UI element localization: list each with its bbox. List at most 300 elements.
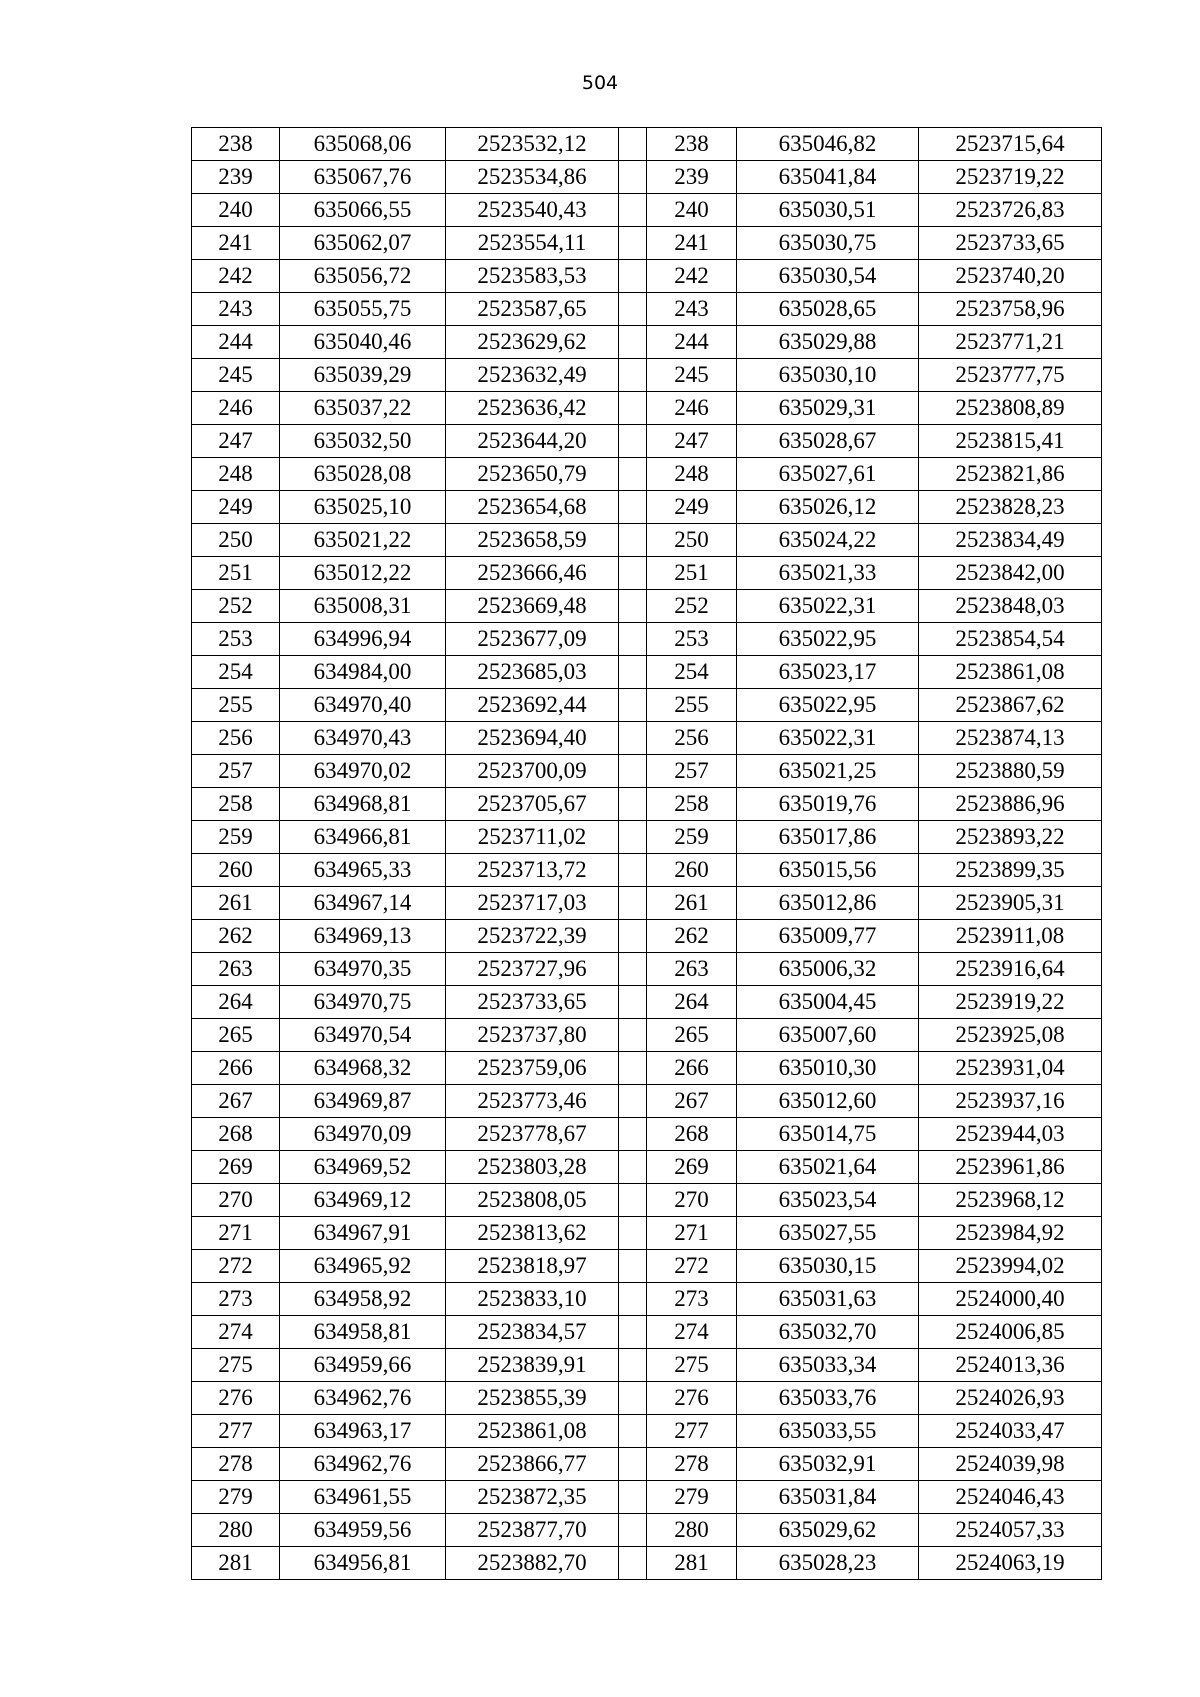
y-coordinate-right: 2523867,62 <box>919 689 1102 722</box>
x-coordinate-left: 634959,56 <box>280 1514 446 1547</box>
table-row <box>192 722 1102 755</box>
x-coordinate-left: 635008,31 <box>280 590 446 623</box>
x-coordinate-left: 635062,07 <box>280 227 446 260</box>
point-number-right: 254 <box>647 656 737 689</box>
spacer-cell <box>619 821 647 854</box>
y-coordinate-left: 2523632,49 <box>446 359 619 392</box>
y-coordinate-left: 2523685,03 <box>446 656 619 689</box>
x-coordinate-right: 635033,55 <box>737 1415 919 1448</box>
x-coordinate-left: 634996,94 <box>280 623 446 656</box>
y-coordinate-left: 2523773,46 <box>446 1085 619 1118</box>
spacer-cell <box>619 1184 647 1217</box>
point-number-left: 255 <box>192 689 280 722</box>
y-coordinate-right: 2524063,19 <box>919 1547 1102 1580</box>
x-coordinate-right: 635032,70 <box>737 1316 919 1349</box>
table-row <box>192 986 1102 1019</box>
table-row <box>192 1415 1102 1448</box>
point-number-right: 276 <box>647 1382 737 1415</box>
point-number-left: 263 <box>192 953 280 986</box>
y-coordinate-left: 2523759,06 <box>446 1052 619 1085</box>
point-number-left: 264 <box>192 986 280 1019</box>
table-row <box>192 359 1102 392</box>
y-coordinate-right: 2523758,96 <box>919 293 1102 326</box>
y-coordinate-left: 2523872,35 <box>446 1481 619 1514</box>
point-number-right: 274 <box>647 1316 737 1349</box>
y-coordinate-right: 2523905,31 <box>919 887 1102 920</box>
y-coordinate-right: 2524033,47 <box>919 1415 1102 1448</box>
point-number-left: 248 <box>192 458 280 491</box>
table-row <box>192 227 1102 260</box>
x-coordinate-right: 635041,84 <box>737 161 919 194</box>
point-number-left: 271 <box>192 1217 280 1250</box>
point-number-left: 241 <box>192 227 280 260</box>
point-number-right: 240 <box>647 194 737 227</box>
point-number-right: 272 <box>647 1250 737 1283</box>
y-coordinate-left: 2523733,65 <box>446 986 619 1019</box>
spacer-cell <box>619 557 647 590</box>
y-coordinate-left: 2523713,72 <box>446 854 619 887</box>
table-row <box>192 128 1102 161</box>
y-coordinate-right: 2523893,22 <box>919 821 1102 854</box>
point-number-right: 280 <box>647 1514 737 1547</box>
x-coordinate-left: 635021,22 <box>280 524 446 557</box>
y-coordinate-right: 2524006,85 <box>919 1316 1102 1349</box>
spacer-cell <box>619 161 647 194</box>
table-row <box>192 1217 1102 1250</box>
table-row <box>192 1382 1102 1415</box>
x-coordinate-left: 634962,76 <box>280 1382 446 1415</box>
x-coordinate-left: 634970,02 <box>280 755 446 788</box>
spacer-cell <box>619 788 647 821</box>
spacer-cell <box>619 854 647 887</box>
y-coordinate-left: 2523834,57 <box>446 1316 619 1349</box>
point-number-right: 277 <box>647 1415 737 1448</box>
point-number-left: 247 <box>192 425 280 458</box>
spacer-cell <box>619 1382 647 1415</box>
spacer-cell <box>619 1481 647 1514</box>
spacer-cell <box>619 1052 647 1085</box>
point-number-left: 278 <box>192 1448 280 1481</box>
x-coordinate-right: 635028,65 <box>737 293 919 326</box>
point-number-right: 262 <box>647 920 737 953</box>
x-coordinate-right: 635046,82 <box>737 128 919 161</box>
point-number-right: 239 <box>647 161 737 194</box>
y-coordinate-right: 2523994,02 <box>919 1250 1102 1283</box>
point-number-left: 281 <box>192 1547 280 1580</box>
table-row <box>192 854 1102 887</box>
point-number-left: 244 <box>192 326 280 359</box>
table-row <box>192 1085 1102 1118</box>
point-number-right: 266 <box>647 1052 737 1085</box>
point-number-right: 281 <box>647 1547 737 1580</box>
y-coordinate-right: 2523944,03 <box>919 1118 1102 1151</box>
table-row <box>192 194 1102 227</box>
point-number-right: 255 <box>647 689 737 722</box>
table-row <box>192 590 1102 623</box>
point-number-left: 251 <box>192 557 280 590</box>
y-coordinate-left: 2523717,03 <box>446 887 619 920</box>
spacer-cell <box>619 458 647 491</box>
x-coordinate-left: 634958,92 <box>280 1283 446 1316</box>
point-number-right: 256 <box>647 722 737 755</box>
point-number-left: 262 <box>192 920 280 953</box>
point-number-right: 268 <box>647 1118 737 1151</box>
y-coordinate-right: 2523828,23 <box>919 491 1102 524</box>
point-number-right: 265 <box>647 1019 737 1052</box>
spacer-cell <box>619 425 647 458</box>
point-number-left: 260 <box>192 854 280 887</box>
x-coordinate-left: 634970,35 <box>280 953 446 986</box>
x-coordinate-right: 635029,88 <box>737 326 919 359</box>
y-coordinate-right: 2523880,59 <box>919 755 1102 788</box>
x-coordinate-right: 635021,33 <box>737 557 919 590</box>
table-row <box>192 887 1102 920</box>
point-number-left: 266 <box>192 1052 280 1085</box>
spacer-cell <box>619 1118 647 1151</box>
point-number-right: 249 <box>647 491 737 524</box>
spacer-cell <box>619 1085 647 1118</box>
table-row <box>192 953 1102 986</box>
y-coordinate-left: 2523778,67 <box>446 1118 619 1151</box>
spacer-cell <box>619 1217 647 1250</box>
y-coordinate-right: 2524057,33 <box>919 1514 1102 1547</box>
y-coordinate-left: 2523882,70 <box>446 1547 619 1580</box>
x-coordinate-left: 634969,87 <box>280 1085 446 1118</box>
y-coordinate-right: 2524046,43 <box>919 1481 1102 1514</box>
y-coordinate-left: 2523669,48 <box>446 590 619 623</box>
spacer-cell <box>619 722 647 755</box>
y-coordinate-right: 2523937,16 <box>919 1085 1102 1118</box>
y-coordinate-left: 2523737,80 <box>446 1019 619 1052</box>
point-number-left: 279 <box>192 1481 280 1514</box>
spacer-cell <box>619 1349 647 1382</box>
x-coordinate-left: 634968,32 <box>280 1052 446 1085</box>
point-number-left: 252 <box>192 590 280 623</box>
x-coordinate-left: 635012,22 <box>280 557 446 590</box>
x-coordinate-left: 634963,17 <box>280 1415 446 1448</box>
table-row <box>192 1448 1102 1481</box>
x-coordinate-right: 635023,17 <box>737 656 919 689</box>
table-row <box>192 1283 1102 1316</box>
spacer-cell <box>619 656 647 689</box>
table-row <box>192 1184 1102 1217</box>
x-coordinate-right: 635027,61 <box>737 458 919 491</box>
point-number-left: 239 <box>192 161 280 194</box>
point-number-left: 268 <box>192 1118 280 1151</box>
y-coordinate-left: 2523654,68 <box>446 491 619 524</box>
point-number-right: 275 <box>647 1349 737 1382</box>
point-number-right: 251 <box>647 557 737 590</box>
table-row <box>192 1151 1102 1184</box>
y-coordinate-right: 2523968,12 <box>919 1184 1102 1217</box>
x-coordinate-right: 635032,91 <box>737 1448 919 1481</box>
point-number-right: 238 <box>647 128 737 161</box>
spacer-cell <box>619 953 647 986</box>
x-coordinate-right: 635009,77 <box>737 920 919 953</box>
spacer-cell <box>619 260 647 293</box>
point-number-right: 261 <box>647 887 737 920</box>
y-coordinate-right: 2523834,49 <box>919 524 1102 557</box>
point-number-right: 253 <box>647 623 737 656</box>
x-coordinate-right: 635030,51 <box>737 194 919 227</box>
x-coordinate-left: 634961,55 <box>280 1481 446 1514</box>
y-coordinate-right: 2523821,86 <box>919 458 1102 491</box>
spacer-cell <box>619 590 647 623</box>
y-coordinate-left: 2523727,96 <box>446 953 619 986</box>
spacer-cell <box>619 1019 647 1052</box>
x-coordinate-left: 634968,81 <box>280 788 446 821</box>
y-coordinate-left: 2523692,44 <box>446 689 619 722</box>
spacer-cell <box>619 1250 647 1283</box>
point-number-right: 257 <box>647 755 737 788</box>
x-coordinate-right: 635033,34 <box>737 1349 919 1382</box>
spacer-cell <box>619 623 647 656</box>
x-coordinate-right: 635006,32 <box>737 953 919 986</box>
y-coordinate-left: 2523540,43 <box>446 194 619 227</box>
page-number: 504 <box>581 72 619 94</box>
x-coordinate-right: 635007,60 <box>737 1019 919 1052</box>
x-coordinate-right: 635028,23 <box>737 1547 919 1580</box>
coordinates-table-body <box>192 128 1102 1580</box>
x-coordinate-left: 635040,46 <box>280 326 446 359</box>
point-number-right: 247 <box>647 425 737 458</box>
y-coordinate-left: 2523650,79 <box>446 458 619 491</box>
x-coordinate-left: 635028,08 <box>280 458 446 491</box>
table-row <box>192 755 1102 788</box>
point-number-right: 260 <box>647 854 737 887</box>
point-number-left: 259 <box>192 821 280 854</box>
x-coordinate-left: 634967,14 <box>280 887 446 920</box>
x-coordinate-right: 635029,62 <box>737 1514 919 1547</box>
point-number-left: 257 <box>192 755 280 788</box>
point-number-right: 243 <box>647 293 737 326</box>
spacer-cell <box>619 359 647 392</box>
point-number-left: 243 <box>192 293 280 326</box>
spacer-cell <box>619 1316 647 1349</box>
x-coordinate-left: 635066,55 <box>280 194 446 227</box>
y-coordinate-left: 2523861,08 <box>446 1415 619 1448</box>
point-number-left: 272 <box>192 1250 280 1283</box>
table-row <box>192 1250 1102 1283</box>
coordinates-table <box>191 127 1102 1580</box>
y-coordinate-right: 2523961,86 <box>919 1151 1102 1184</box>
point-number-left: 269 <box>192 1151 280 1184</box>
point-number-left: 238 <box>192 128 280 161</box>
x-coordinate-right: 635022,95 <box>737 623 919 656</box>
x-coordinate-right: 635022,31 <box>737 722 919 755</box>
point-number-right: 250 <box>647 524 737 557</box>
x-coordinate-right: 635012,60 <box>737 1085 919 1118</box>
y-coordinate-left: 2523677,09 <box>446 623 619 656</box>
table-row <box>192 656 1102 689</box>
point-number-right: 267 <box>647 1085 737 1118</box>
spacer-cell <box>619 1415 647 1448</box>
y-coordinate-right: 2523861,08 <box>919 656 1102 689</box>
y-coordinate-left: 2523534,86 <box>446 161 619 194</box>
x-coordinate-left: 634966,81 <box>280 821 446 854</box>
point-number-right: 242 <box>647 260 737 293</box>
y-coordinate-left: 2523587,65 <box>446 293 619 326</box>
x-coordinate-right: 635022,31 <box>737 590 919 623</box>
x-coordinate-left: 635037,22 <box>280 392 446 425</box>
point-number-left: 273 <box>192 1283 280 1316</box>
point-number-right: 264 <box>647 986 737 1019</box>
x-coordinate-left: 634984,00 <box>280 656 446 689</box>
point-number-left: 242 <box>192 260 280 293</box>
point-number-right: 269 <box>647 1151 737 1184</box>
x-coordinate-left: 635032,50 <box>280 425 446 458</box>
point-number-left: 249 <box>192 491 280 524</box>
x-coordinate-left: 634959,66 <box>280 1349 446 1382</box>
table-row <box>192 1118 1102 1151</box>
point-number-left: 245 <box>192 359 280 392</box>
x-coordinate-right: 635015,56 <box>737 854 919 887</box>
table-row <box>192 491 1102 524</box>
point-number-right: 271 <box>647 1217 737 1250</box>
y-coordinate-left: 2523833,10 <box>446 1283 619 1316</box>
x-coordinate-left: 635055,75 <box>280 293 446 326</box>
x-coordinate-right: 635021,25 <box>737 755 919 788</box>
x-coordinate-left: 635025,10 <box>280 491 446 524</box>
x-coordinate-right: 635028,67 <box>737 425 919 458</box>
point-number-left: 250 <box>192 524 280 557</box>
y-coordinate-right: 2523854,54 <box>919 623 1102 656</box>
point-number-left: 276 <box>192 1382 280 1415</box>
x-coordinate-right: 635026,12 <box>737 491 919 524</box>
y-coordinate-left: 2523583,53 <box>446 260 619 293</box>
y-coordinate-right: 2523919,22 <box>919 986 1102 1019</box>
spacer-cell <box>619 326 647 359</box>
y-coordinate-right: 2523808,89 <box>919 392 1102 425</box>
table-row <box>192 326 1102 359</box>
point-number-left: 270 <box>192 1184 280 1217</box>
y-coordinate-right: 2523815,41 <box>919 425 1102 458</box>
x-coordinate-right: 635031,84 <box>737 1481 919 1514</box>
spacer-cell <box>619 524 647 557</box>
spacer-cell <box>619 920 647 953</box>
x-coordinate-left: 634969,12 <box>280 1184 446 1217</box>
spacer-cell <box>619 689 647 722</box>
point-number-right: 270 <box>647 1184 737 1217</box>
point-number-right: 246 <box>647 392 737 425</box>
y-coordinate-right: 2523931,04 <box>919 1052 1102 1085</box>
table-row <box>192 1481 1102 1514</box>
table-row <box>192 524 1102 557</box>
x-coordinate-left: 634969,13 <box>280 920 446 953</box>
y-coordinate-right: 2523726,83 <box>919 194 1102 227</box>
y-coordinate-left: 2523700,09 <box>446 755 619 788</box>
point-number-left: 274 <box>192 1316 280 1349</box>
x-coordinate-right: 635019,76 <box>737 788 919 821</box>
y-coordinate-left: 2523855,39 <box>446 1382 619 1415</box>
x-coordinate-left: 635039,29 <box>280 359 446 392</box>
x-coordinate-right: 635030,75 <box>737 227 919 260</box>
y-coordinate-left: 2523866,77 <box>446 1448 619 1481</box>
y-coordinate-left: 2523629,62 <box>446 326 619 359</box>
x-coordinate-left: 634965,33 <box>280 854 446 887</box>
y-coordinate-right: 2523740,20 <box>919 260 1102 293</box>
table-row <box>192 1019 1102 1052</box>
y-coordinate-left: 2523532,12 <box>446 128 619 161</box>
y-coordinate-right: 2523886,96 <box>919 788 1102 821</box>
table-row <box>192 920 1102 953</box>
y-coordinate-left: 2523711,02 <box>446 821 619 854</box>
table-row <box>192 788 1102 821</box>
spacer-cell <box>619 227 647 260</box>
x-coordinate-right: 635033,76 <box>737 1382 919 1415</box>
x-coordinate-left: 634970,09 <box>280 1118 446 1151</box>
table-row <box>192 1349 1102 1382</box>
spacer-cell <box>619 1283 647 1316</box>
x-coordinate-left: 634970,40 <box>280 689 446 722</box>
x-coordinate-right: 635004,45 <box>737 986 919 1019</box>
spacer-cell <box>619 1547 647 1580</box>
point-number-right: 244 <box>647 326 737 359</box>
table-row <box>192 1547 1102 1580</box>
spacer-cell <box>619 392 647 425</box>
table-row <box>192 293 1102 326</box>
point-number-right: 245 <box>647 359 737 392</box>
y-coordinate-left: 2523877,70 <box>446 1514 619 1547</box>
y-coordinate-left: 2523554,11 <box>446 227 619 260</box>
x-coordinate-left: 634970,75 <box>280 986 446 1019</box>
spacer-cell <box>619 986 647 1019</box>
y-coordinate-left: 2523813,62 <box>446 1217 619 1250</box>
spacer-cell <box>619 1448 647 1481</box>
table-row <box>192 161 1102 194</box>
spacer-cell <box>619 1514 647 1547</box>
point-number-left: 265 <box>192 1019 280 1052</box>
point-number-right: 252 <box>647 590 737 623</box>
table-row <box>192 260 1102 293</box>
point-number-left: 256 <box>192 722 280 755</box>
point-number-left: 258 <box>192 788 280 821</box>
table-row <box>192 458 1102 491</box>
point-number-left: 267 <box>192 1085 280 1118</box>
y-coordinate-right: 2523715,64 <box>919 128 1102 161</box>
point-number-right: 258 <box>647 788 737 821</box>
x-coordinate-right: 635027,55 <box>737 1217 919 1250</box>
point-number-left: 261 <box>192 887 280 920</box>
y-coordinate-right: 2523984,92 <box>919 1217 1102 1250</box>
x-coordinate-right: 635010,30 <box>737 1052 919 1085</box>
x-coordinate-right: 635030,15 <box>737 1250 919 1283</box>
y-coordinate-right: 2523733,65 <box>919 227 1102 260</box>
x-coordinate-left: 634965,92 <box>280 1250 446 1283</box>
point-number-right: 263 <box>647 953 737 986</box>
x-coordinate-right: 635014,75 <box>737 1118 919 1151</box>
x-coordinate-right: 635022,95 <box>737 689 919 722</box>
table-row <box>192 1052 1102 1085</box>
point-number-right: 259 <box>647 821 737 854</box>
point-number-left: 240 <box>192 194 280 227</box>
y-coordinate-right: 2524013,36 <box>919 1349 1102 1382</box>
point-number-left: 253 <box>192 623 280 656</box>
spacer-cell <box>619 128 647 161</box>
x-coordinate-left: 634970,54 <box>280 1019 446 1052</box>
y-coordinate-right: 2523719,22 <box>919 161 1102 194</box>
x-coordinate-right: 635030,10 <box>737 359 919 392</box>
point-number-left: 246 <box>192 392 280 425</box>
point-number-right: 273 <box>647 1283 737 1316</box>
table-row <box>192 1316 1102 1349</box>
y-coordinate-right: 2524039,98 <box>919 1448 1102 1481</box>
spacer-cell <box>619 887 647 920</box>
y-coordinate-left: 2523803,28 <box>446 1151 619 1184</box>
x-coordinate-left: 634970,43 <box>280 722 446 755</box>
x-coordinate-right: 635023,54 <box>737 1184 919 1217</box>
table-row <box>192 623 1102 656</box>
